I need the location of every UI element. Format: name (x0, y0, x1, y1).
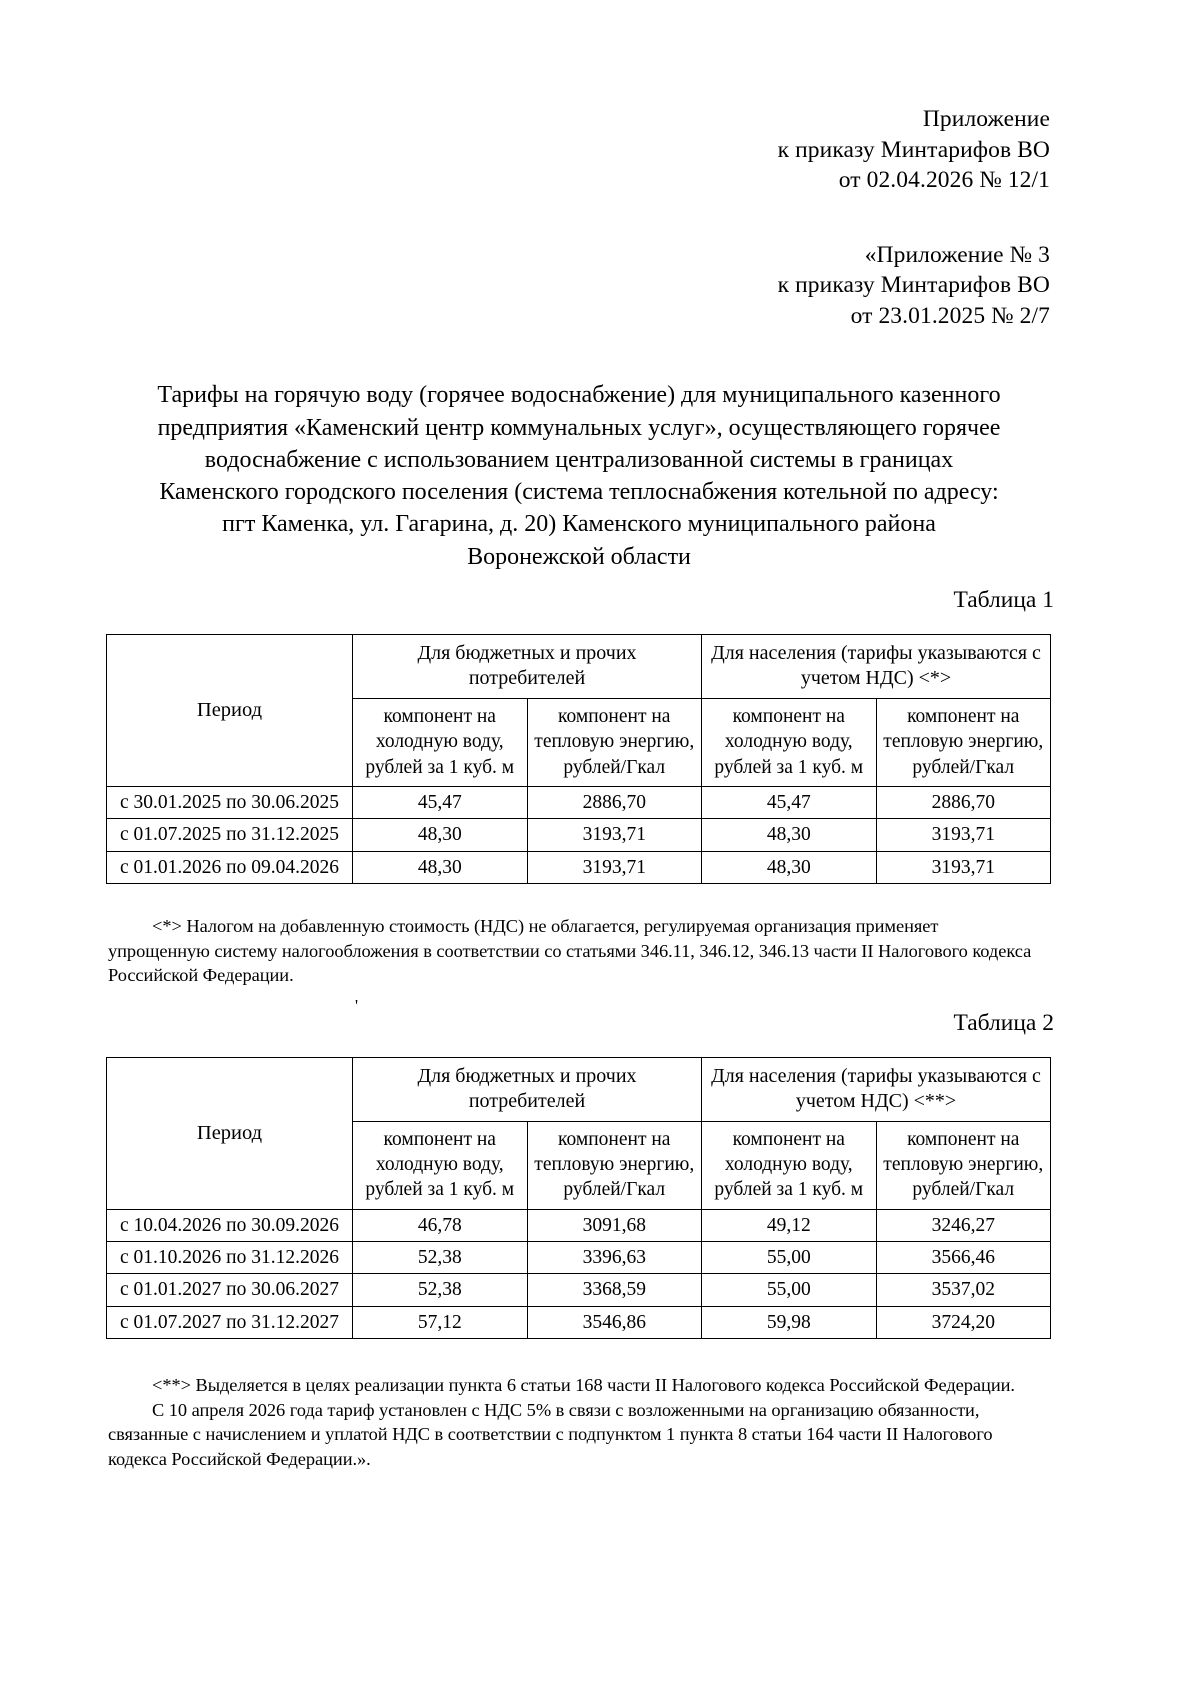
table-2-header-population-heat: компонент на тепловую энергию, рублей/Гкал (876, 1121, 1051, 1209)
table-2-footnote-line-4: кодекса Российской Федерации.». (108, 1448, 371, 1469)
table-1-footnote-line-1: <*> Налогом на добавленную стоимость (НДС) не облагается, регулируемая организация применяет (152, 916, 939, 937)
table-1-row-1-period: с 01.07.2025 по 31.12.2025 (107, 819, 353, 851)
table-2-footnote (108, 1373, 1050, 1471)
table-1-header-budget-cold: компонент на холодную воду, рублей за 1 куб. м (353, 699, 528, 787)
title-line-2: предприятия «Каменский центр коммунальных услуг», осуществляющего горячее (157, 414, 1001, 441)
table-2-row-3-population-heat: 3724,20 (876, 1306, 1051, 1338)
table-2-row-0-population-cold: 49,12 (702, 1209, 877, 1241)
table-1-footnote (108, 914, 1050, 987)
table-1-row-2-population-cold: 48,30 (702, 851, 877, 883)
table-1-caption: Таблица 1 (953, 586, 1054, 613)
table-1-row-1-population-heat: 3193,71 (876, 819, 1051, 851)
table-1-row-0-budget-heat: 2886,70 (527, 787, 702, 819)
table-row (107, 1306, 1051, 1338)
table-2-row-3-period: с 01.07.2027 по 31.12.2027 (107, 1306, 353, 1338)
table-2-row-1-budget-cold: 52,38 (353, 1242, 528, 1274)
table-2-header-period: Период (107, 1057, 353, 1209)
table-2-row-2-period: с 01.01.2027 по 30.06.2027 (107, 1274, 353, 1306)
table-row (107, 1209, 1051, 1241)
table-1-row-0-population-heat: 2886,70 (876, 787, 1051, 819)
table-2-header-budget-heat: компонент на тепловую энергию, рублей/Гкал (527, 1121, 702, 1209)
table-2-row-3-population-cold: 59,98 (702, 1306, 877, 1338)
tariff-table-1 (106, 634, 1051, 884)
order-authority-line-original: к приказу Минтарифов ВО (777, 272, 1050, 299)
title-line-3: водоснабжение с использованием централизованной системы в границах (204, 446, 954, 473)
table-2-row-3-budget-cold: 57,12 (353, 1306, 528, 1338)
table-2-footnote-line-1: <**> Выделяется в целях реализации пункта 6 статьи 168 части II Налогового кодекса Российской Федерации. (152, 1375, 1015, 1396)
table-row (107, 851, 1051, 883)
table-2-row-0-population-heat: 3246,27 (876, 1209, 1051, 1241)
table-1-header-period: Период (107, 634, 353, 786)
table-2-row-0-budget-cold: 46,78 (353, 1209, 528, 1241)
appendix-reference-current (108, 104, 1050, 196)
table-2-row-1-population-cold: 55,00 (702, 1242, 877, 1274)
order-authority-line: к приказу Минтарифов ВО (777, 136, 1050, 163)
table-2-row-1-population-heat: 3566,46 (876, 1242, 1051, 1274)
table-1-row-0-population-cold: 45,47 (702, 787, 877, 819)
table-2-header-group-budget: Для бюджетных и прочих потребителей (353, 1057, 702, 1121)
table-2-footnote-line-2: С 10 апреля 2026 года тариф установлен с НДС 5% в связи с возложенными на организацию обязанности, (152, 1399, 980, 1420)
table-2-row-2-budget-cold: 52,38 (353, 1274, 528, 1306)
table-1-row-2-period: с 01.01.2026 по 09.04.2026 (107, 851, 353, 883)
appendix-label: Приложение (922, 106, 1050, 132)
appendix-number-label: «Приложение № 3 (864, 241, 1050, 268)
table-1-header-group-budget: Для бюджетных и прочих потребителей (353, 634, 702, 698)
tariff-table-2 (106, 1057, 1051, 1340)
table-2-row-2-population-heat: 3537,02 (876, 1274, 1051, 1306)
table-2-row-0-budget-heat: 3091,68 (527, 1209, 702, 1241)
table-1-row-2-budget-heat: 3193,71 (527, 851, 702, 883)
title-line-4: Каменского городского поселения (система теплоснабжения котельной по адресу: (159, 479, 999, 506)
table-row (107, 1274, 1051, 1306)
table-1-row-1-budget-cold: 48,30 (353, 819, 528, 851)
table-2-header-row-groups (107, 1057, 1051, 1121)
table-1-header-budget-heat: компонент на тепловую энергию, рублей/Гкал (527, 699, 702, 787)
table-1-header-row-groups (107, 634, 1051, 698)
table-1-row-2-budget-cold: 48,30 (353, 851, 528, 883)
table-1-header-group-population: Для населения (тарифы указываются с учетом НДС) <*> (702, 634, 1051, 698)
table-1-footnote-line-2: упрощенную систему налогообложения в соответствии со статьями 346.11, 346.12, 346.13 части II Налогового кодекса (108, 940, 1032, 961)
table-2-caption: Таблица 2 (953, 1009, 1054, 1036)
page-title (108, 379, 1050, 573)
order-date-number-line: от 02.04.2026 № 12/1 (838, 167, 1050, 194)
table-1-row-1-population-cold: 48,30 (702, 819, 877, 851)
table-1-row-0-budget-cold: 45,47 (353, 787, 528, 819)
title-line-5: пгт Каменка, ул. Гагарина, д. 20) Каменского муниципального района (222, 511, 936, 538)
table-2-header-group-population: Для населения (тарифы указываются с учетом НДС) <**> (702, 1057, 1051, 1121)
table-2-row-0-period: с 10.04.2026 по 30.09.2026 (107, 1209, 353, 1241)
table-1-footnote-line-3: Российской Федерации. (108, 965, 294, 986)
table-row (107, 819, 1051, 851)
table-2-row-3-budget-heat: 3546,86 (527, 1306, 702, 1338)
table-1-row-0-period: с 30.01.2025 по 30.06.2025 (107, 787, 353, 819)
table-2-row-1-period: с 01.10.2026 по 31.12.2026 (107, 1242, 353, 1274)
order-date-number-line-original: от 23.01.2025 № 2/7 (850, 302, 1050, 329)
appendix-reference-original (108, 240, 1050, 332)
table-1-row-2-population-heat: 3193,71 (876, 851, 1051, 883)
table-1-header-population-heat: компонент на тепловую энергию, рублей/Гкал (876, 699, 1051, 787)
title-line-1: Тарифы на горячую воду (горячее водоснабжение) для муниципального казенного (157, 382, 1001, 409)
stray-ink-mark: ' (355, 996, 359, 1015)
table-2-header-population-cold: компонент на холодную воду, рублей за 1 куб. м (702, 1121, 877, 1209)
table-2-row-1-budget-heat: 3396,63 (527, 1242, 702, 1274)
table-2-row-2-population-cold: 55,00 (702, 1274, 877, 1306)
title-line-6: Воронежской области (467, 543, 691, 570)
table-2-header-budget-cold: компонент на холодную воду, рублей за 1 куб. м (353, 1121, 528, 1209)
table-1-header-population-cold: компонент на холодную воду, рублей за 1 куб. м (702, 699, 877, 787)
table-row (107, 1242, 1051, 1274)
table-row (107, 787, 1051, 819)
table-2-row-2-budget-heat: 3368,59 (527, 1274, 702, 1306)
table-1-row-1-budget-heat: 3193,71 (527, 819, 702, 851)
table-2-footnote-line-3: связанные с начислением и уплатой НДС в соответствии с подпунктом 1 пункта 8 статьи 164 части II Налогового (108, 1424, 993, 1445)
